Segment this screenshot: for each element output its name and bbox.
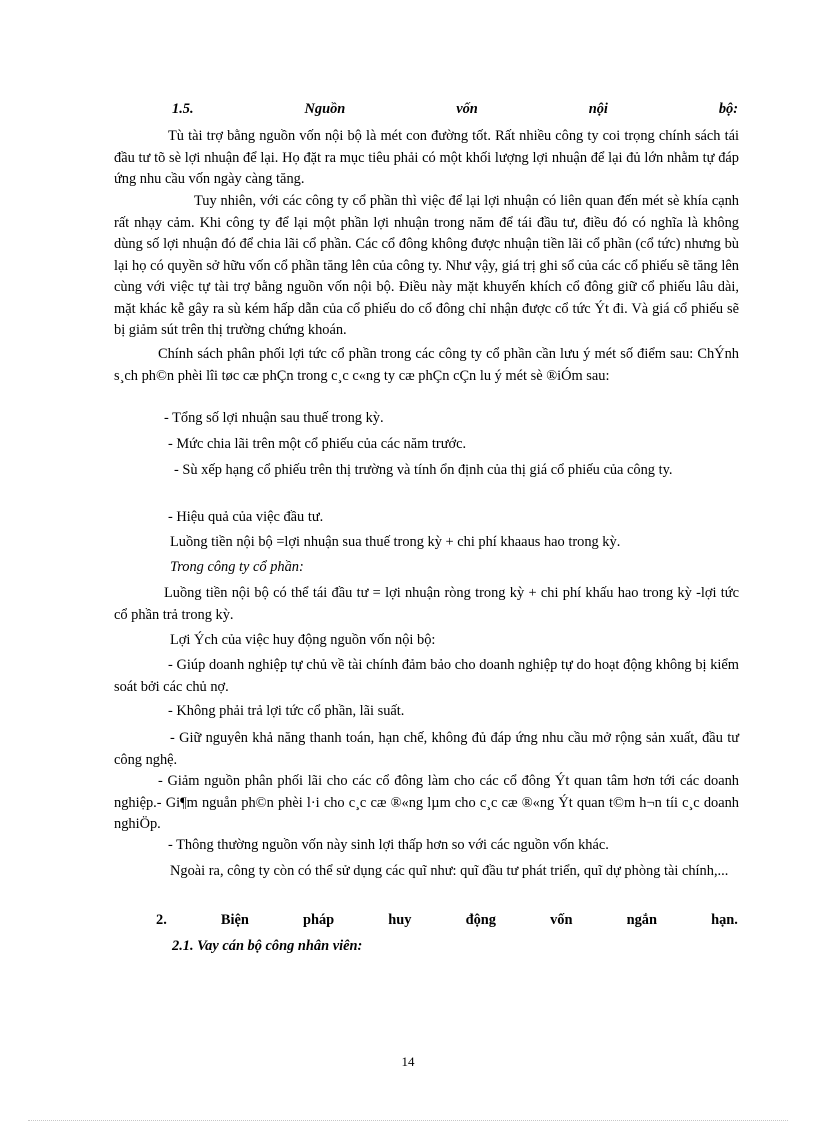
list-item: - Hiệu quả của việc đầu tư. (168, 509, 324, 525)
list-item: - Giữ nguyên khả năng thanh toán, hạn chế, không đủ đáp ứng nhu cầu mở rộng sản xuất, đầu tư công nghệ. (114, 730, 739, 768)
list-item: - Mức chia lãi trên một cổ phiếu của các năm trước. (168, 436, 467, 452)
heading-word: nội (588, 101, 608, 117)
paragraph-other-funds: Ngoài ra, công ty còn có thể sử dụng các quĩ như: quĩ đầu tư phát triển, quĩ dự phòng tài chính,... (170, 863, 729, 879)
formula-internal-cash-flow: Luồng tiền nội bộ =lợi nhuận sua thuế trong kỳ + chi phí khaaus hao trong kỳ. (170, 534, 621, 550)
paragraph-dividend-policy: Chính sách phân phối lợi tức cổ phần trong các công ty cổ phần cần lưu ý mét số điểm sau: ChÝnh s¸ch ph©n phèi lîi tøc cæ phÇn trong c¸c c«ng ty cæ phÇn cÇn lu ý mét sè ®iÓm sau: (114, 346, 739, 384)
page-bottom-divider (28, 1120, 788, 1121)
heading-word: vốn (456, 101, 478, 117)
paragraph-joint-stock: Tuy nhiên, với các công ty cổ phần thì việc để lại lợi nhuận có liên quan đến mét sè khía cạnh rất nhạy cảm. Khi công ty để lại một phần lợi nhuận trong năm để tái đầu tư, điều đó có nghĩa là không dùng số lợi nhuận đó để chia lãi cổ phần. Các cổ đông không được nhuận tiền lãi cổ phần (cổ tức) nhưng bù lại họ có quyền sở hữu vốn cổ phần tăng lên của công ty. Như vậy, giá trị ghi sổ của các cổ phiếu sẽ tăng lên cùng với việc tự tài trợ bằng nguồn vốn nội bộ. Điều này mặt khuyến khích cổ đông giữ cổ phiếu lâu dài, mặt khác kễ gây ra sù kém hấp dẫn của cổ phiếu do cổ đông chỉ nhận được cổ tức Ýt đi. Và giá cổ phiếu sẽ bị giảm sút trên thị trường chứng khoán. (114, 193, 739, 338)
list-item: - Tổng số lợi nhuận sau thuế trong kỳ. (164, 410, 384, 426)
heading-word: Nguồn (304, 101, 346, 117)
heading-word: ngắn (626, 912, 657, 928)
heading-word: pháp (302, 912, 335, 928)
list-item: - Không phải trả lợi tức cổ phần, lãi suất. (168, 703, 405, 719)
list-item: - Sù xếp hạng cổ phiếu trên thị trường và tính ổn định của thị giá cổ phiếu của công ty. (174, 462, 673, 478)
heading-word: hạn. (711, 912, 738, 928)
page-number: 14 (401, 1054, 415, 1069)
heading-word: 1.5. (172, 101, 194, 117)
heading-word: vốn (550, 912, 573, 928)
section-heading-2 (156, 910, 738, 932)
heading-word: huy (388, 912, 412, 928)
list-item: - Giúp doanh nghiệp tự chủ về tài chính đảm bảo cho doanh nghiệp tự do hoạt động không bị kiểm soát bởi các chủ nợ. (114, 657, 739, 695)
heading-word: bộ: (718, 101, 738, 117)
paragraph-self-financing: Tù tài trợ bằng nguồn vốn nội bộ là mét con đường tốt. Rất nhiều công ty coi trọng chính sách tái đầu tư tõ sè lợi nhuận để lại. Họ đặt ra mục tiêu phải có một khối lượng lợi nhuận để lại đủ lớn nhằm tự đáp ứng nhu cầu vốn ngày càng tăng. (114, 128, 739, 187)
subheading-joint-stock-company: Trong công ty cổ phần: (170, 559, 304, 575)
benefits-intro: Lợi Ých của việc huy động nguồn vốn nội bộ: (170, 632, 436, 648)
heading-word: động (465, 912, 496, 928)
section-heading-2-1: 2.1. Vay cán bộ công nhân viên: (172, 938, 363, 954)
list-item: - Giảm nguồn phân phối lãi cho các cổ đông làm cho các cổ đông Ýt quan tâm hơn tới các doanh nghiệp.- Gi¶m nguån ph©n phèi l·i cho c¸c cæ ®«ng lµm cho c¸c cæ ®«ng Ýt quan t©m h¬n tíi c¸c doanh nghiÖp. (114, 773, 739, 832)
heading-word: 2. (156, 912, 167, 928)
heading-word: Biện (220, 912, 249, 928)
list-item: - Thông thường nguồn vốn này sinh lợi thấp hơn so với các nguồn vốn khác. (168, 837, 609, 853)
section-heading-1-5 (172, 99, 738, 121)
formula-reinvestable-cash-flow: Luồng tiền nội bộ có thể tái đầu tư = lợi nhuận ròng trong kỳ + chi phí khấu hao trong kỳ -lợi tức cổ phần trả trong kỳ. (114, 585, 739, 623)
